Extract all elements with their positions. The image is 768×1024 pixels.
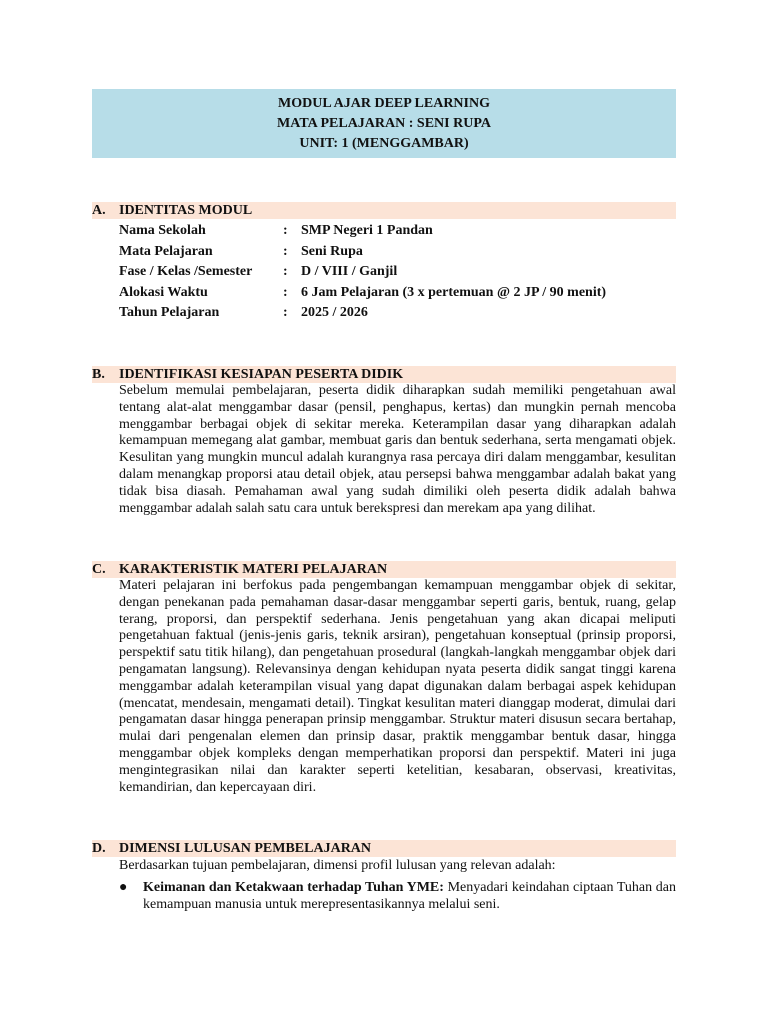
section-heading	[92, 202, 676, 219]
section-letter: B.	[92, 367, 105, 382]
module-title-line-1: MODUL AJAR DEEP LEARNING	[278, 96, 490, 111]
section-heading	[92, 840, 676, 857]
identity-value: D / VIII / Ganjil	[301, 264, 398, 279]
section-paragraph: Sebelum memulai pembelajaran, peserta didik diharapkan sudah memiliki pengetahuan awal tentang alat-alat menggambar dasar (pensil, penghapus, kertas) dan mungkin pernah mencoba menggambar berbagai objek di sekitar mereka. Keterampilan dasar yang diharapkan adalah kemampuan memegang alat gambar, membuat garis dan bentuk sederhana, serta mengamati objek. Kesulitan yang mungkin muncul adalah kurangnya rasa percaya diri dalam menggambar, kesulitan dalam menangkap proporsi atau detail objek, atau persepsi bahwa menggambar adalah bakat yang tidak bisa diasah. Pemahaman awal yang sudah dimiliki oleh peserta didik adalah bahwa menggambar adalah salah satu cara untuk berekspresi dan merekam apa yang dilihat.	[119, 383, 676, 516]
identity-label: Mata Pelajaran	[119, 243, 213, 259]
section-title: DIMENSI LULUSAN PEMBELAJARAN	[119, 841, 372, 856]
identity-colon: :	[283, 264, 288, 279]
section-letter: A.	[92, 203, 106, 218]
identity-row	[119, 283, 676, 304]
identity-value: Seni Rupa	[301, 243, 363, 259]
identity-value: 2025 / 2026	[301, 305, 368, 320]
identity-value: 6 Jam Pelajaran (3 x pertemuan @ 2 JP / 90 menit)	[301, 284, 607, 300]
identity-label: Nama Sekolah	[119, 223, 206, 238]
module-title-box	[92, 89, 676, 158]
identity-colon: :	[283, 284, 288, 300]
section-title: IDENTITAS MODUL	[119, 203, 253, 218]
section-identitas-modul	[92, 202, 676, 324]
identity-row	[119, 242, 676, 263]
bullet-term: Keimanan dan Ketakwaan terhadap Tuhan YME:	[143, 879, 444, 895]
section-title: IDENTIFIKASI KESIAPAN PESERTA DIDIK	[119, 367, 404, 382]
identity-row	[119, 221, 676, 242]
identity-value: SMP Negeri 1 Pandan	[301, 223, 433, 238]
identity-colon: :	[283, 305, 288, 320]
module-title-line-3: UNIT: 1 (MENGGAMBAR)	[299, 136, 469, 151]
identity-colon: :	[283, 223, 288, 238]
section-karakteristik-materi	[92, 561, 676, 796]
identity-label: Fase / Kelas /Semester	[119, 264, 253, 279]
section-heading	[92, 366, 676, 383]
section-dimensi-lulusan	[92, 840, 676, 913]
bullet-list	[119, 879, 676, 913]
identity-row	[119, 303, 676, 324]
identity-label: Alokasi Waktu	[119, 284, 208, 300]
section-letter: C.	[92, 562, 106, 577]
section-letter: D.	[92, 841, 106, 856]
section-identifikasi-kesiapan	[92, 366, 676, 517]
list-item	[119, 879, 676, 913]
section-intro: Berdasarkan tujuan pembelajaran, dimensi profil lulusan yang relevan adalah:	[119, 858, 556, 873]
bullet-text: Menyadari keindahan ciptaan Tuhan dan kemampuan manusia untuk merepresentasikannya melalui seni.	[143, 879, 677, 912]
section-heading	[92, 561, 676, 578]
identity-table	[119, 221, 676, 324]
identity-label: Tahun Pelajaran	[119, 305, 220, 320]
section-paragraph: Materi pelajaran ini berfokus pada pengembangan kemampuan menggambar objek di sekitar, dengan penekanan pada pemahaman dasar-dasar menggambar seperti garis, bentuk, ruang, gelap terang, proporsi, dan perspektif sederhana. Jenis pengetahuan yang akan dicapai meliputi pengetahuan faktual (jenis-jenis garis, teknik arsiran), pengetahuan konseptual (prinsip proporsi, perspektif satu titik hilang), dan pengetahuan prosedural (langkah-langkah menggambar objek dari pengamatan langsung). Relevansinya dengan kehidupan nyata peserta didik sangat tinggi karena menggambar adalah keterampilan visual yang dapat digunakan dalam berbagai aspek kehidupan (mencatat, mendesain, mengamati detail). Tingkat kesulitan materi dianggap moderat, dimulai dari pengamatan dasar hingga penerapan prinsip menggambar. Struktur materi disusun secara bertahap, mulai dari pengenalan elemen dan prinsip dasar, praktik menggambar bentuk dasar, hingga menggambar objek kompleks dengan memperhatikan proporsi dan perspektif. Materi ini juga mengintegrasikan nilai dan karakter seperti ketelitian, kesabaran, observasi, kreativitas, kemandirian, dan kepercayaan diri.	[119, 578, 676, 795]
bullet-icon: ●	[119, 879, 128, 895]
module-title-line-2: MATA PELAJARAN : SENI RUPA	[277, 116, 491, 131]
section-title: KARAKTERISTIK MATERI PELAJARAN	[119, 562, 388, 577]
identity-colon: :	[283, 243, 288, 259]
identity-row	[119, 262, 676, 283]
